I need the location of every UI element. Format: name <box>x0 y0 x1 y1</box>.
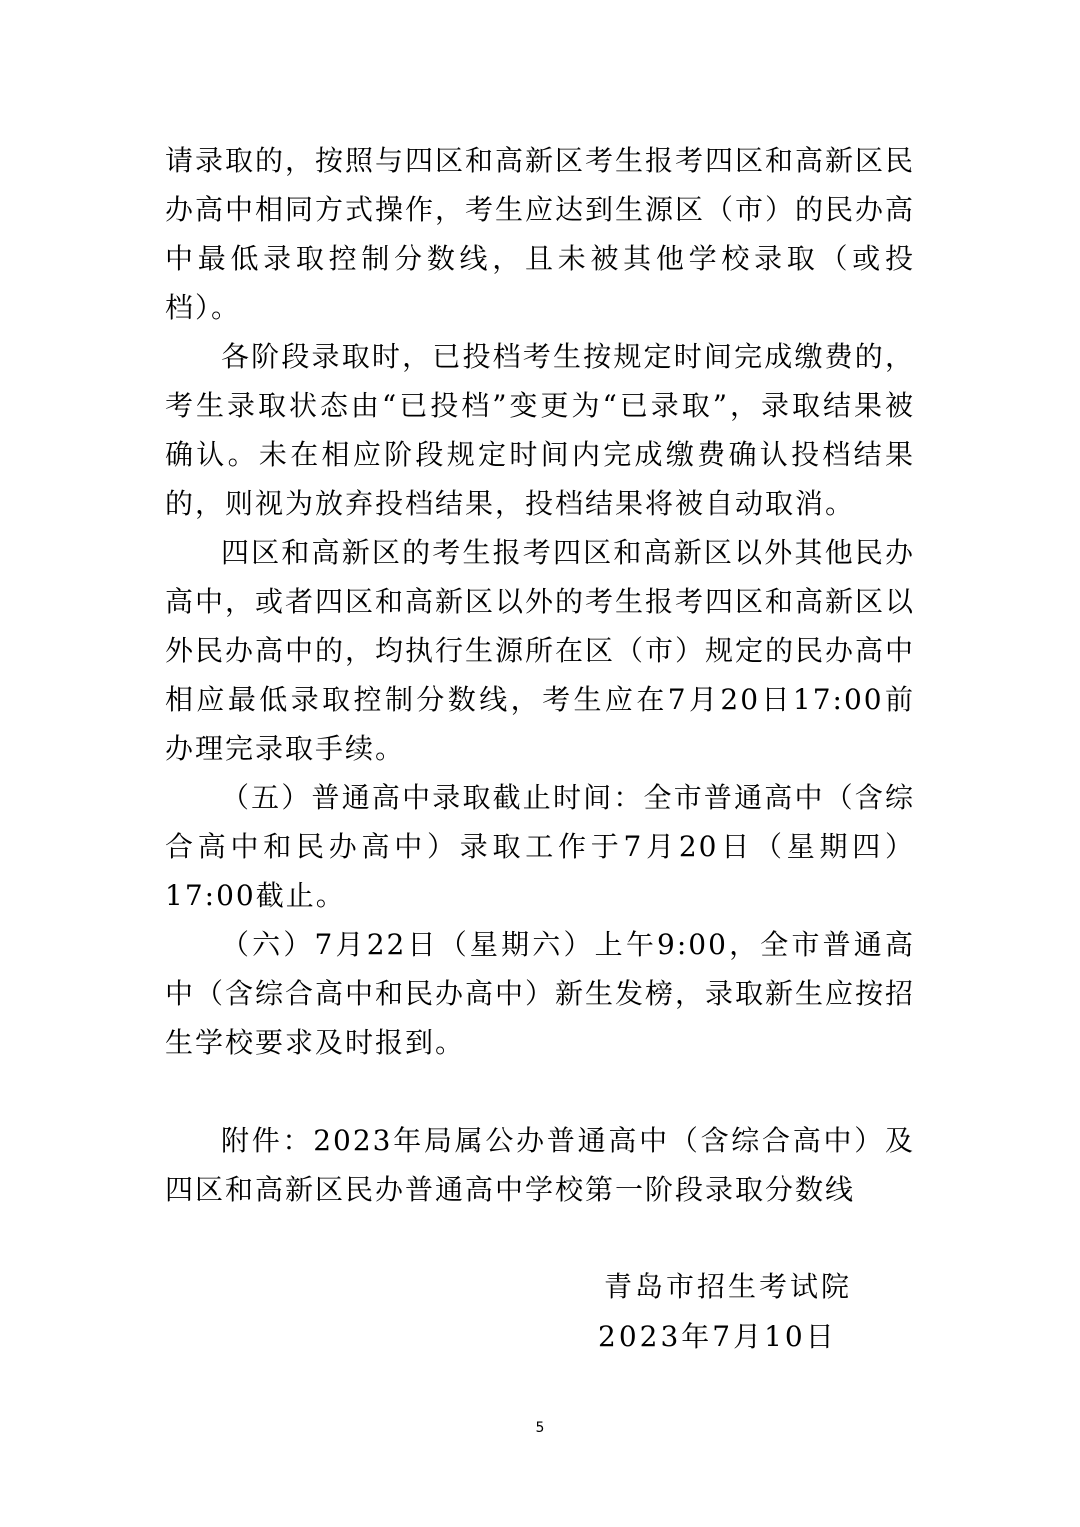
paragraph-cross-district-private: 四区和高新区的考生报考四区和高新区以外其他民办高中，或者四区和高新区以外的考生报考四区和高新区以外民办高中的，均执行生源所在区（市）规定的民办高中相应最低录取控制分数线，考生应在7月20日17:00前办理完录取手续。 <box>165 536 916 765</box>
paragraph-results-release: （六）7月22日（星期六）上午9:00，全市普通高中（含综合高中和民办高中）新生发榜，录取新生应按招生学校要求及时报到。 <box>165 928 916 1059</box>
signature-date: 2023年7月10日 <box>598 1320 837 1353</box>
attachment-note: 附件：2023年局属公办普通高中（含综合高中）及四区和高新区民办普通高中学校第一阶段录取分数线 <box>165 1124 915 1206</box>
signature-organization: 青岛市招生考试院 <box>604 1270 853 1303</box>
paragraph-admission-continuation: 请录取的，按照与四区和高新区考生报考四区和高新区民办高中相同方式操作，考生应达到生源区（市）的民办高中最低录取控制分数线，且未被其他学校录取（或投档）。 <box>165 144 916 324</box>
document-body <box>165 136 915 1214</box>
paragraph-payment-confirmation: 各阶段录取时，已投档考生按规定时间完成缴费的，考生录取状态由“已投档”变更为“已录取”，录取结果被确认。未在相应阶段规定时间内完成缴费确认投档结果的，则视为放弃投档结果，投档结果将被自动取消。 <box>165 340 915 520</box>
paragraph-admission-deadline: （五）普通高中录取截止时间：全市普通高中（含综合高中和民办高中）录取工作于7月20日（星期四）17:00截止。 <box>165 781 915 912</box>
page-number: 5 <box>535 1420 545 1436</box>
paragraph-spacer <box>165 1067 915 1116</box>
signature-block <box>598 1262 852 1362</box>
